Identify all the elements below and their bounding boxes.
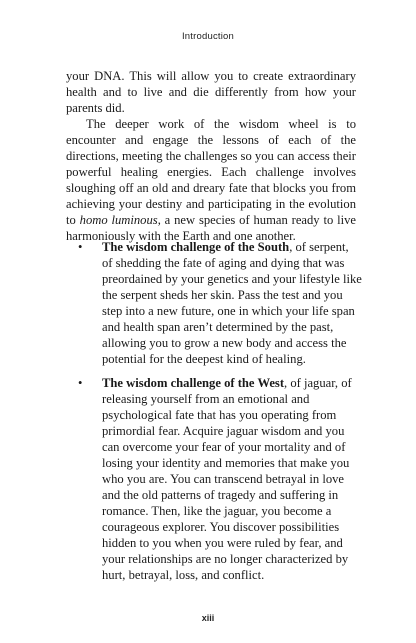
paragraph-continued: your DNA. This will allow you to create extraordinary health and to live and die differently from how your parents did. xyxy=(66,69,356,115)
bullet-text xyxy=(102,239,362,367)
bullet-icon: • xyxy=(78,376,83,390)
bullet-body: , of jaguar, of releasing yourself from an emotional and psychological fate that has you operating from primordial fear. Acquire jaguar wisdom and you can overcome your fear of your mortality and of losing your identity and memories that make you who you are. You can transcend betrayal in love and the old patterns of tragedy and suffering in romance. Then, like the jaguar, you become a courageous explorer. You discover possibilities hidden to you when you were ruled by fear, and your relationships are no longer characterized by hurt, betrayal, loss, and conflict. xyxy=(102,376,352,582)
page-number: xiii xyxy=(201,613,215,623)
bullet-item-west xyxy=(66,375,362,583)
bullet-icon: • xyxy=(78,240,83,254)
paragraph-wisdom-wheel xyxy=(66,116,356,244)
emphasis-homo-luminous: homo luminous xyxy=(79,213,158,227)
bullet-title: The wisdom challenge of the South xyxy=(102,240,290,254)
paragraph-text-after: , a new species of human ready to live harmoniously with the Earth and one another. xyxy=(66,213,356,243)
body-text xyxy=(66,68,356,244)
bullet-item-south xyxy=(66,239,362,367)
paragraph-text-before: The deeper work of the wisdom wheel is to encounter and engage the lessons of each of the directions, meeting the challenges so you can access their powerful healing energies. Each challenge involves sloughing off an old and dreary fate that blocks you from achieving your destiny and participating in the evolution to xyxy=(66,117,356,227)
bullet-list xyxy=(66,239,362,591)
bullet-text xyxy=(102,375,362,583)
bullet-body: , of serpent, of shedding the fate of aging and dying that was preordained by your genetics and your lifestyle like the serpent sheds her skin. Pass the test and you step into a new future, one in which your life span and health span aren’t determined by the past, allowing you to grow a new body and access the potential for the deepest kind of healing. xyxy=(102,240,362,366)
bullet-title: The wisdom challenge of the West xyxy=(102,376,285,390)
running-head: Introduction xyxy=(181,31,235,42)
